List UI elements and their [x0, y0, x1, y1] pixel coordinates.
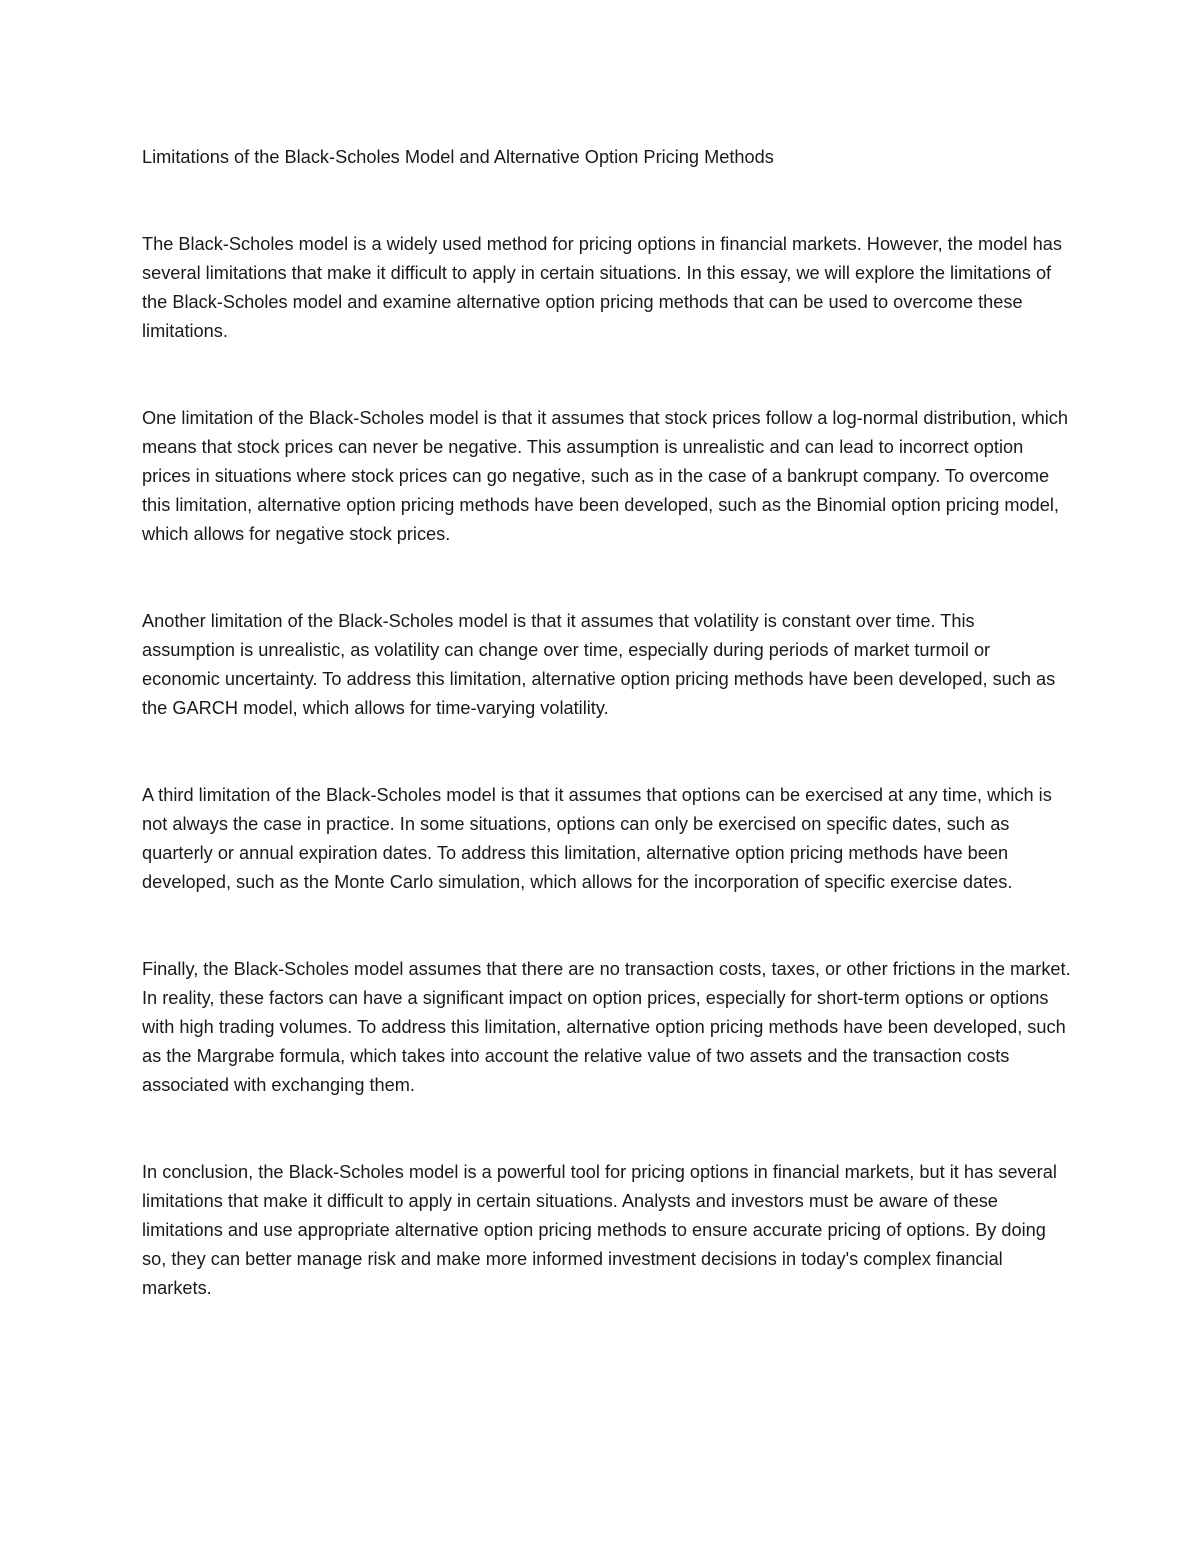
spacer: [142, 723, 1072, 781]
spacer: [142, 346, 1072, 404]
spacer: [142, 1100, 1072, 1158]
paragraph-intro: The Black-Scholes model is a widely used method for pricing options in financial markets. However, the model has several limitations that make it difficult to apply in certain situations. In this essay, we will explore the limitations of the Black-Scholes model and examine alternative option pricing methods that can be used to overcome these limitations.: [142, 234, 1062, 341]
paragraph-exercise-limitation: A third limitation of the Black-Scholes model is that it assumes that options can be exercised at any time, which is not always the case in practice. In some situations, options can only be exercised on specific dates, such as quarterly or annual expiration dates. To address this limitation, alternative option pricing methods have been developed, such as the Monte Carlo simulation, which allows for the incorporation of specific exercise dates.: [142, 785, 1052, 892]
paragraph-conclusion: In conclusion, the Black-Scholes model is a powerful tool for pricing options in financial markets, but it has several limitations that make it difficult to apply in certain situations. Analysts and investors must be aware of these limitations and use appropriate alternative option pricing methods to ensure accurate pricing of options. By doing so, they can better manage risk and make more informed investment decisions in today's complex financial markets.: [142, 1162, 1057, 1298]
spacer: [142, 549, 1072, 607]
paragraph-lognormal-limitation: One limitation of the Black-Scholes model is that it assumes that stock prices follow a log-normal distribution, which means that stock prices can never be negative. This assumption is unrealistic and can lead to incorrect option prices in situations where stock prices can go negative, such as in the case of a bankrupt company. To overcome this limitation, alternative option pricing methods have been developed, such as the Binomial option pricing model, which allows for negative stock prices.: [142, 408, 1068, 544]
spacer: [142, 172, 1072, 230]
spacer: [142, 897, 1072, 955]
paragraph-volatility-limitation: Another limitation of the Black-Scholes model is that it assumes that volatility is constant over time. This assumption is unrealistic, as volatility can change over time, especially during periods of market turmoil or economic uncertainty. To address this limitation, alternative option pricing methods have been developed, such as the GARCH model, which allows for time-varying volatility.: [142, 611, 1056, 718]
document-body: [142, 143, 1072, 1303]
paragraph-frictions-limitation: Finally, the Black-Scholes model assumes that there are no transaction costs, taxes, or other frictions in the market. In reality, these factors can have a significant impact on option prices, especially for short-term options or options with high trading volumes. To address this limitation, alternative option pricing methods have been developed, such as the Margrabe formula, which takes into account the relative value of two assets and the transaction costs associated with exchanging them.: [142, 959, 1071, 1095]
document-title: Limitations of the Black-Scholes Model and Alternative Option Pricing Methods: [142, 147, 774, 167]
